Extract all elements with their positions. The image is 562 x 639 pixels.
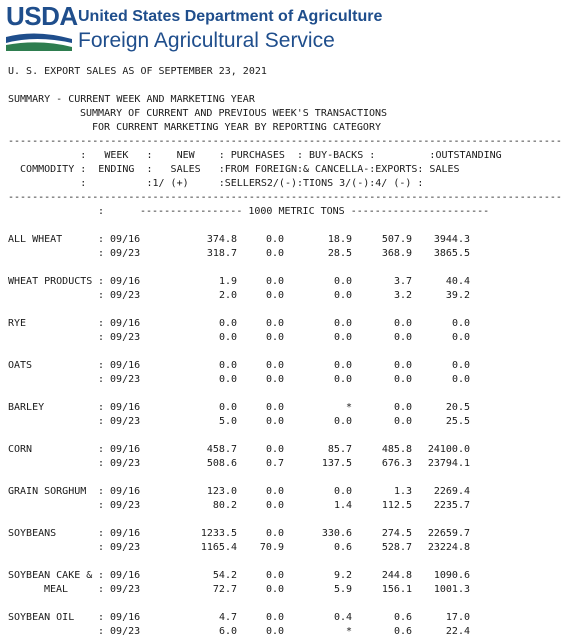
week-ending: : 09/23 (98, 416, 141, 427)
table-row (8, 233, 487, 247)
summary-line: SUMMARY OF CURRENT AND PREVIOUS WEEK'S TRANSACTIONS (80, 108, 388, 119)
commodity-name: SOYBEANS (8, 528, 57, 539)
buybacks-value: 0.0 (333, 416, 352, 427)
exports-value: 676.3 (381, 458, 412, 469)
purchases-value: 0.0 (265, 318, 284, 329)
week-ending: : 09/16 (98, 402, 141, 413)
buybacks-value: * (345, 626, 352, 637)
buybacks-value: 330.6 (321, 528, 352, 539)
buybacks-value: 0.0 (333, 290, 352, 301)
separator-line: -------------------------------------------------------------------------------------------- (8, 192, 562, 203)
week-ending: : 09/16 (98, 276, 141, 287)
commodity-name: GRAIN SORGHUM (8, 486, 87, 497)
table-row (8, 457, 487, 471)
new-sales-value: 0.0 (218, 402, 237, 413)
outstanding-value: 24100.0 (427, 444, 470, 455)
week-ending: : 09/23 (98, 458, 141, 469)
purchases-value: 0.0 (265, 570, 284, 581)
week-ending: : 09/16 (98, 528, 141, 539)
buybacks-value: 85.7 (327, 444, 352, 455)
table-row (8, 415, 487, 429)
table-row (8, 289, 487, 303)
new-sales-value: 80.2 (212, 500, 237, 511)
commodity-name: WHEAT PRODUCTS (8, 276, 93, 287)
buybacks-value: 1.4 (333, 500, 352, 511)
column-header-row: : WEEK : NEW : PURCHASES : BUY-BACKS : :OUTSTANDING (8, 150, 502, 161)
exports-value: 244.8 (381, 570, 412, 581)
purchases-value: 0.0 (265, 290, 284, 301)
table-row (8, 317, 487, 331)
new-sales-value: 4.7 (218, 612, 237, 623)
usda-logo-text: USDA (6, 1, 78, 31)
table-row (8, 583, 487, 597)
outstanding-value: 1001.3 (433, 584, 470, 595)
buybacks-value: 0.6 (333, 542, 352, 553)
outstanding-value: 22.4 (445, 626, 470, 637)
week-ending: : 09/23 (98, 332, 141, 343)
commodity-name: ALL WHEAT (8, 234, 63, 245)
units-row (8, 205, 490, 219)
exports-value: 485.8 (381, 444, 412, 455)
purchases-value: 0.0 (265, 500, 284, 511)
week-ending: : 09/23 (98, 500, 141, 511)
purchases-value: 0.0 (265, 486, 284, 497)
agency-service-name: Foreign Agricultural Service (78, 29, 335, 52)
week-ending: : 09/23 (98, 626, 141, 637)
table-row (8, 611, 487, 625)
commodity-name: SOYBEAN CAKE & (8, 570, 93, 581)
units-colon: : (98, 206, 105, 217)
outstanding-value: 0.0 (451, 360, 470, 371)
outstanding-value: 0.0 (451, 374, 470, 385)
exports-value: 0.0 (393, 374, 412, 385)
purchases-value: 0.0 (265, 416, 284, 427)
buybacks-value: * (345, 402, 352, 413)
week-ending: : 09/16 (98, 570, 141, 581)
new-sales-value: 6.0 (218, 626, 237, 637)
new-sales-value: 1.9 (218, 276, 237, 287)
week-ending: : 09/23 (98, 374, 141, 385)
buybacks-value: 0.0 (333, 332, 352, 343)
buybacks-value: 0.0 (333, 276, 352, 287)
outstanding-value: 23794.1 (427, 458, 470, 469)
outstanding-value: 39.2 (445, 290, 470, 301)
exports-value: 3.2 (393, 290, 412, 301)
buybacks-value: 0.4 (333, 612, 352, 623)
separator-line: -------------------------------------------------------------------------------------------- (8, 136, 562, 147)
purchases-value: 0.0 (265, 584, 284, 595)
week-ending: : 09/23 (98, 584, 141, 595)
exports-value: 274.5 (381, 528, 412, 539)
table-row (8, 247, 487, 261)
new-sales-value: 123.0 (206, 486, 237, 497)
table-row (8, 625, 487, 639)
outstanding-value: 1090.6 (433, 570, 470, 581)
table-row (8, 275, 487, 289)
exports-value: 507.9 (381, 234, 412, 245)
exports-value: 528.7 (381, 542, 412, 553)
table-row (8, 541, 487, 555)
buybacks-value: 137.5 (321, 458, 352, 469)
exports-value: 156.1 (381, 584, 412, 595)
commodity-group (8, 359, 487, 387)
usda-logo-icon (6, 31, 72, 51)
purchases-value: 0.0 (265, 444, 284, 455)
buybacks-value: 0.0 (333, 374, 352, 385)
export-sales-report (8, 65, 562, 639)
outstanding-value: 0.0 (451, 332, 470, 343)
summary-line: SUMMARY - CURRENT WEEK AND MARKETING YEAR (8, 94, 255, 105)
exports-value: 0.6 (393, 626, 412, 637)
exports-value: 0.0 (393, 332, 412, 343)
exports-value: 368.9 (381, 248, 412, 259)
exports-value: 0.0 (393, 360, 412, 371)
week-ending: : 09/16 (98, 234, 141, 245)
outstanding-value: 17.0 (445, 612, 470, 623)
usda-banner (0, 0, 487, 60)
table-row (8, 373, 487, 387)
exports-value: 3.7 (393, 276, 412, 287)
new-sales-value: 0.0 (218, 374, 237, 385)
outstanding-value: 0.0 (451, 318, 470, 329)
new-sales-value: 0.0 (218, 318, 237, 329)
new-sales-value: 1165.4 (200, 542, 237, 553)
agency-department-name: United States Department of Agriculture (78, 8, 383, 25)
new-sales-value: 508.6 (206, 458, 237, 469)
purchases-value: 0.0 (265, 612, 284, 623)
commodity-name: RYE (8, 318, 27, 329)
week-ending: : 09/23 (98, 542, 141, 553)
column-header-row: : :1/ (+) :SELLERS2/(-):TIONS 3/(-):4/ (-) : (8, 178, 424, 189)
week-ending: : 09/16 (98, 612, 141, 623)
table-row (8, 499, 487, 513)
commodity-name: SOYBEAN OIL (8, 612, 75, 623)
table-row (8, 359, 487, 373)
commodity-group (8, 485, 487, 513)
new-sales-value: 2.0 (218, 290, 237, 301)
commodity-name: CORN (8, 444, 33, 455)
exports-value: 1.3 (393, 486, 412, 497)
table-row (8, 331, 487, 345)
purchases-value: 0.0 (265, 402, 284, 413)
purchases-value: 0.0 (265, 626, 284, 637)
table-row (8, 485, 487, 499)
buybacks-value: 18.9 (327, 234, 352, 245)
outstanding-value: 40.4 (445, 276, 470, 287)
table-row (8, 527, 487, 541)
table-row (8, 401, 487, 415)
new-sales-value: 0.0 (218, 360, 237, 371)
purchases-value: 0.7 (265, 458, 284, 469)
new-sales-value: 458.7 (206, 444, 237, 455)
purchases-value: 0.0 (265, 332, 284, 343)
purchases-value: 0.0 (265, 276, 284, 287)
new-sales-value: 5.0 (218, 416, 237, 427)
outstanding-value: 2269.4 (433, 486, 470, 497)
purchases-value: 0.0 (265, 360, 284, 371)
purchases-value: 0.0 (265, 528, 284, 539)
buybacks-value: 0.0 (333, 486, 352, 497)
table-row (8, 569, 487, 583)
buybacks-value: 0.0 (333, 360, 352, 371)
outstanding-value: 3944.3 (433, 234, 470, 245)
outstanding-value: 2235.7 (433, 500, 470, 511)
week-ending: : 09/16 (98, 318, 141, 329)
summary-line: FOR CURRENT MARKETING YEAR BY REPORTING CATEGORY (92, 122, 381, 133)
new-sales-value: 318.7 (206, 248, 237, 259)
exports-value: 0.0 (393, 318, 412, 329)
new-sales-value: 54.2 (212, 570, 237, 581)
commodity-table (8, 233, 487, 639)
commodity-group (8, 569, 487, 597)
week-ending: : 09/16 (98, 486, 141, 497)
new-sales-value: 374.8 (206, 234, 237, 245)
column-header-row: COMMODITY : ENDING : SALES :FROM FOREIGN:& CANCELLA-:EXPORTS: SALES (8, 164, 460, 175)
buybacks-value: 28.5 (327, 248, 352, 259)
commodity-group (8, 317, 487, 345)
outstanding-value: 20.5 (445, 402, 470, 413)
exports-value: 0.6 (393, 612, 412, 623)
outstanding-value: 22659.7 (427, 528, 470, 539)
exports-value: 0.0 (393, 416, 412, 427)
units-label: ----------------- 1000 METRIC TONS ----------------------- (140, 206, 490, 217)
outstanding-value: 23224.8 (427, 542, 470, 553)
new-sales-value: 72.7 (212, 584, 237, 595)
commodity-group (8, 275, 487, 303)
purchases-value: 0.0 (265, 248, 284, 259)
commodity-name: OATS (8, 360, 33, 371)
commodity-group (8, 611, 487, 639)
commodity-name: MEAL (44, 584, 69, 595)
exports-value: 0.0 (393, 402, 412, 413)
commodity-group (8, 233, 487, 261)
purchases-value: 0.0 (265, 234, 284, 245)
week-ending: : 09/23 (98, 248, 141, 259)
purchases-value: 0.0 (265, 374, 284, 385)
week-ending: : 09/16 (98, 360, 141, 371)
week-ending: : 09/16 (98, 444, 141, 455)
buybacks-value: 0.0 (333, 318, 352, 329)
buybacks-value: 5.9 (333, 584, 352, 595)
commodity-group (8, 527, 487, 555)
table-row (8, 443, 487, 457)
commodity-group (8, 443, 487, 471)
purchases-value: 70.9 (259, 542, 284, 553)
outstanding-value: 25.5 (445, 416, 470, 427)
new-sales-value: 0.0 (218, 332, 237, 343)
outstanding-value: 3865.5 (433, 248, 470, 259)
new-sales-value: 1233.5 (200, 528, 237, 539)
buybacks-value: 9.2 (333, 570, 352, 581)
week-ending: : 09/23 (98, 290, 141, 301)
commodity-name: BARLEY (8, 402, 45, 413)
report-title: U. S. EXPORT SALES AS OF SEPTEMBER 23, 2021 (8, 66, 267, 77)
exports-value: 112.5 (381, 500, 412, 511)
commodity-group (8, 401, 487, 429)
